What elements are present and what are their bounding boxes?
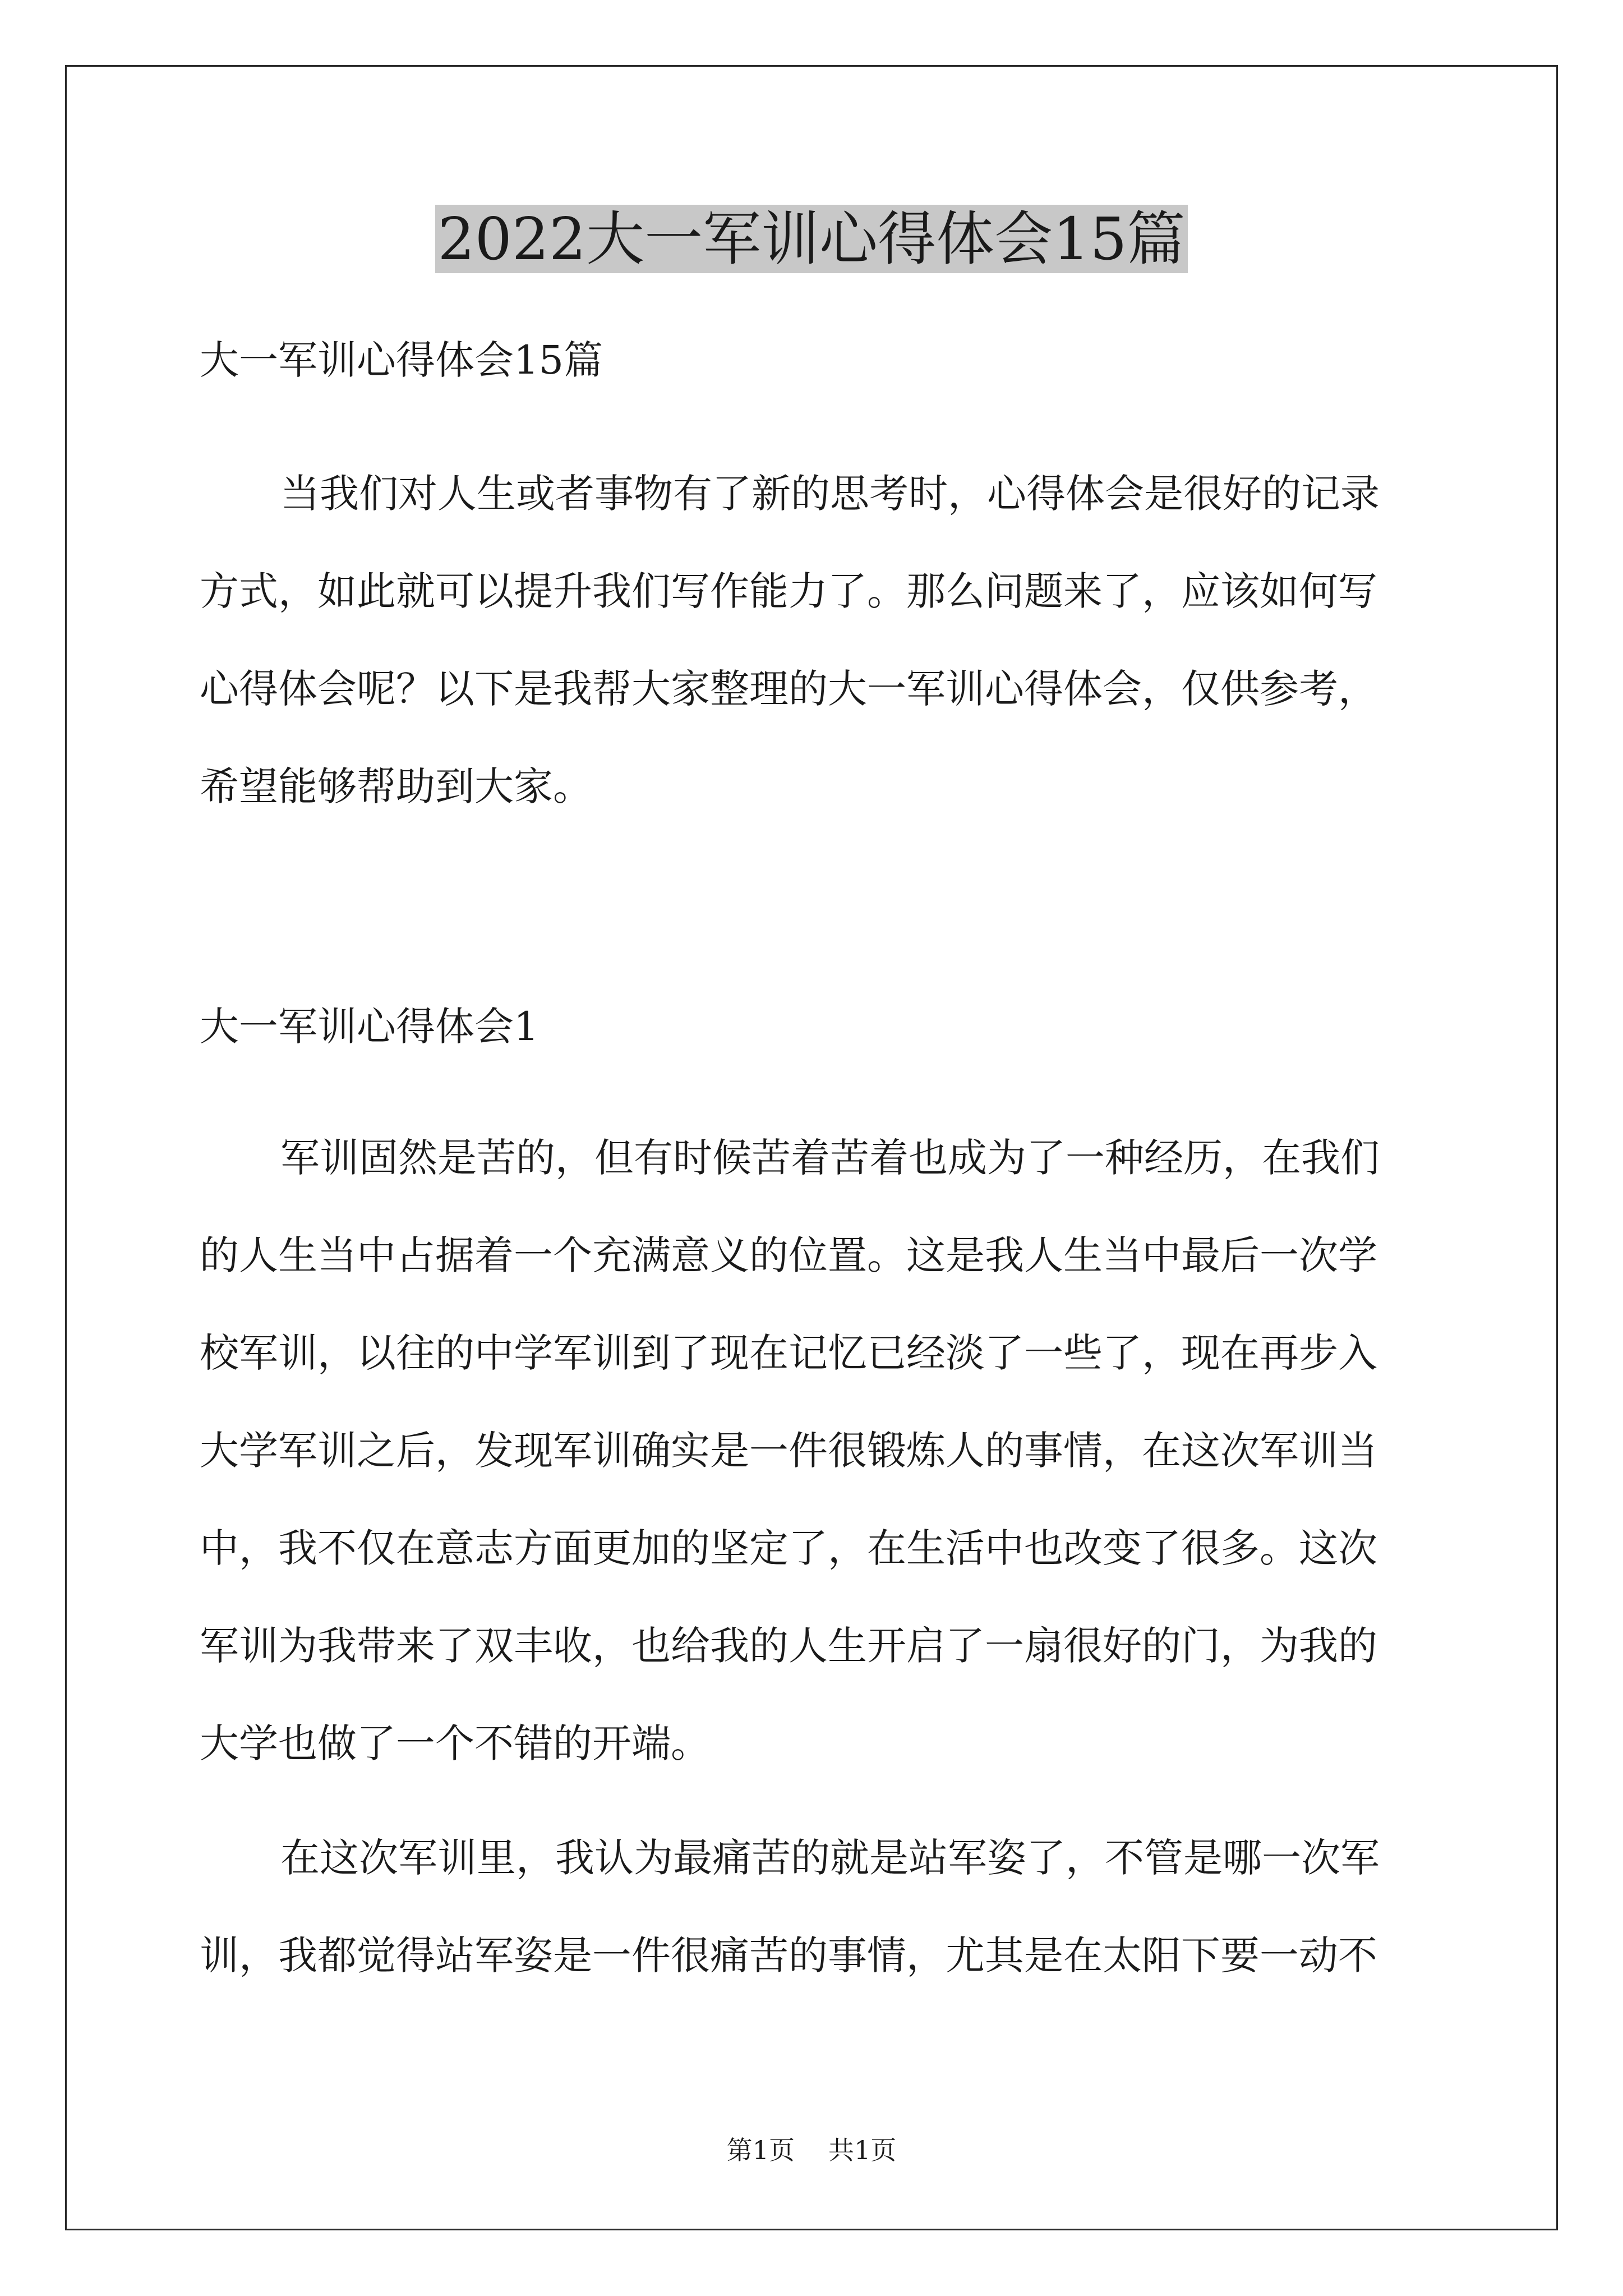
para1-line-7: 大学也做了一个不错的开端。 bbox=[200, 1720, 710, 1766]
section-heading: 大一军训心得体会1 bbox=[200, 1004, 539, 1050]
para1-line-2: 的人生当中占据着一个充满意义的位置。这是我人生当中最后一次学 bbox=[200, 1232, 1377, 1278]
intro-line-2: 方式，如此就可以提升我们写作能力了。那么问题来了，应该如何写 bbox=[200, 568, 1377, 614]
page-footer bbox=[0, 2131, 1623, 2170]
page-number-total: 共1页 bbox=[828, 2135, 897, 2165]
para1-line-4: 大学军训之后，发现军训确实是一件很锻炼人的事情，在这次军训当 bbox=[200, 1428, 1377, 1474]
document-title-text: 2022大一军训心得体会15篇 bbox=[435, 205, 1187, 273]
document-title bbox=[0, 200, 1623, 278]
document-subtitle: 大一军训心得体会15篇 bbox=[200, 337, 603, 383]
para2-line-1: 在这次军训里，我认为最痛苦的就是站军姿了，不管是哪一次军 bbox=[280, 1835, 1380, 1881]
para1-line-5: 中，我不仅在意志方面更加的坚定了，在生活中也改变了很多。这次 bbox=[200, 1525, 1377, 1571]
para2-line-2: 训，我都觉得站军姿是一件很痛苦的事情，尤其是在太阳下要一动不 bbox=[200, 1932, 1377, 1978]
page-number-current: 第1页 bbox=[726, 2135, 795, 2165]
intro-line-1: 当我们对人生或者事物有了新的思考时，心得体会是很好的记录 bbox=[280, 471, 1380, 517]
para1-line-6: 军训为我带来了双丰收，也给我的人生开启了一扇很好的门，为我的 bbox=[200, 1623, 1377, 1669]
intro-line-3: 心得体会呢？以下是我帮大家整理的大一军训心得体会，仅供参考， bbox=[200, 666, 1377, 712]
para1-line-1: 军训固然是苦的，但有时候苦着苦着也成为了一种经历，在我们 bbox=[280, 1135, 1380, 1181]
para1-line-3: 校军训，以往的中学军训到了现在记忆已经淡了一些了，现在再步入 bbox=[200, 1330, 1377, 1376]
intro-line-4: 希望能够帮助到大家。 bbox=[200, 763, 592, 809]
